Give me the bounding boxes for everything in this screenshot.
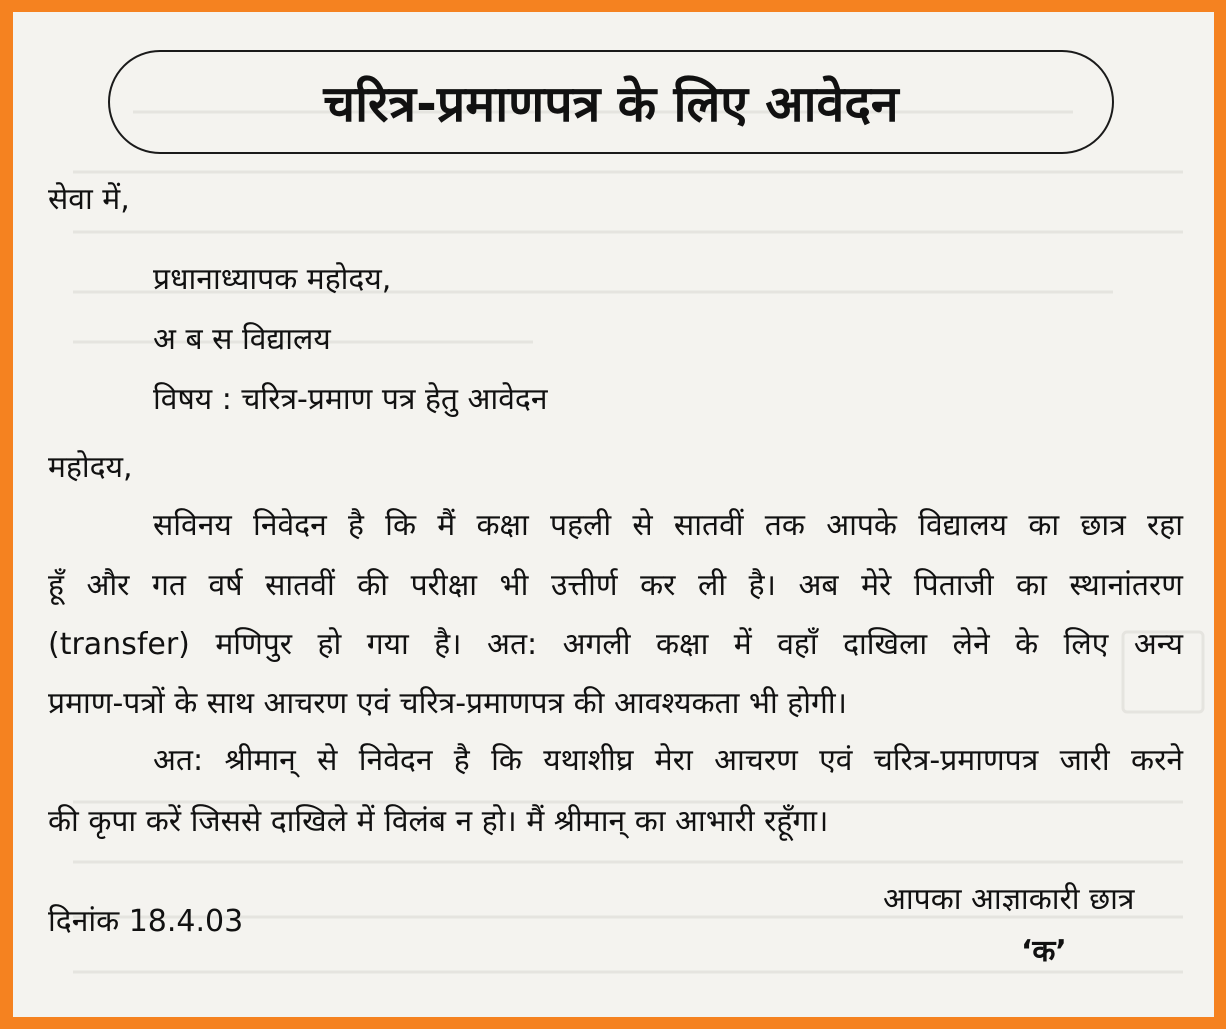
signature: ‘क’ [1021,934,1067,969]
paragraph-1-line-4: प्रमाण-पत्रों के साथ आचरण एवं चरित्र-प्रमाणपत्र की आवश्यकता भी होगी। [48,686,848,721]
letter-date: दिनांक 18.4.03 [48,904,244,939]
paragraph-1-line-2: हूँ और गत वर्ष सातवीं की परीक्षा भी उत्तीर्ण कर ली है। अब मेरे पिताजी का स्थानांतरण [48,568,1183,603]
addressee-line-2: अ ब स विद्यालय [153,322,331,357]
paragraph-2-line-2: की कृपा करें जिससे दाखिले में विलंब न हो। मैं श्रीमान् का आभारी रहूँगा। [48,804,829,839]
greeting: महोदय, [48,450,133,485]
subject-line: विषय : चरित्र-प्रमाण पत्र हेतु आवेदन [153,382,548,417]
paragraph-2-line-1: अत: श्रीमान् से निवेदन है कि यथाशीघ्र मेरा आचरण एवं चरित्र-प्रमाणपत्र जारी करने [153,743,1183,778]
letter-title: चरित्र-प्रमाणपत्र के लिए आवेदन [323,75,899,133]
addressee-line-1: प्रधानाध्यापक महोदय, [153,262,392,297]
paragraph-1-line-1: सविनय निवेदन है कि मैं कक्षा पहली से सातवीं तक आपके विद्यालय का छात्र रहा [153,508,1183,543]
salutation-to: सेवा में, [48,182,130,217]
letter-page [13,12,1214,1017]
paragraph-1-line-3: (transfer) मणिपुर हो गया है। अत: अगली कक्षा में वहाँ दाखिला लेने के लिए अन्य [48,627,1183,662]
closing-phrase: आपका आज्ञाकारी छात्र [883,882,1135,917]
title-banner [108,50,1114,154]
